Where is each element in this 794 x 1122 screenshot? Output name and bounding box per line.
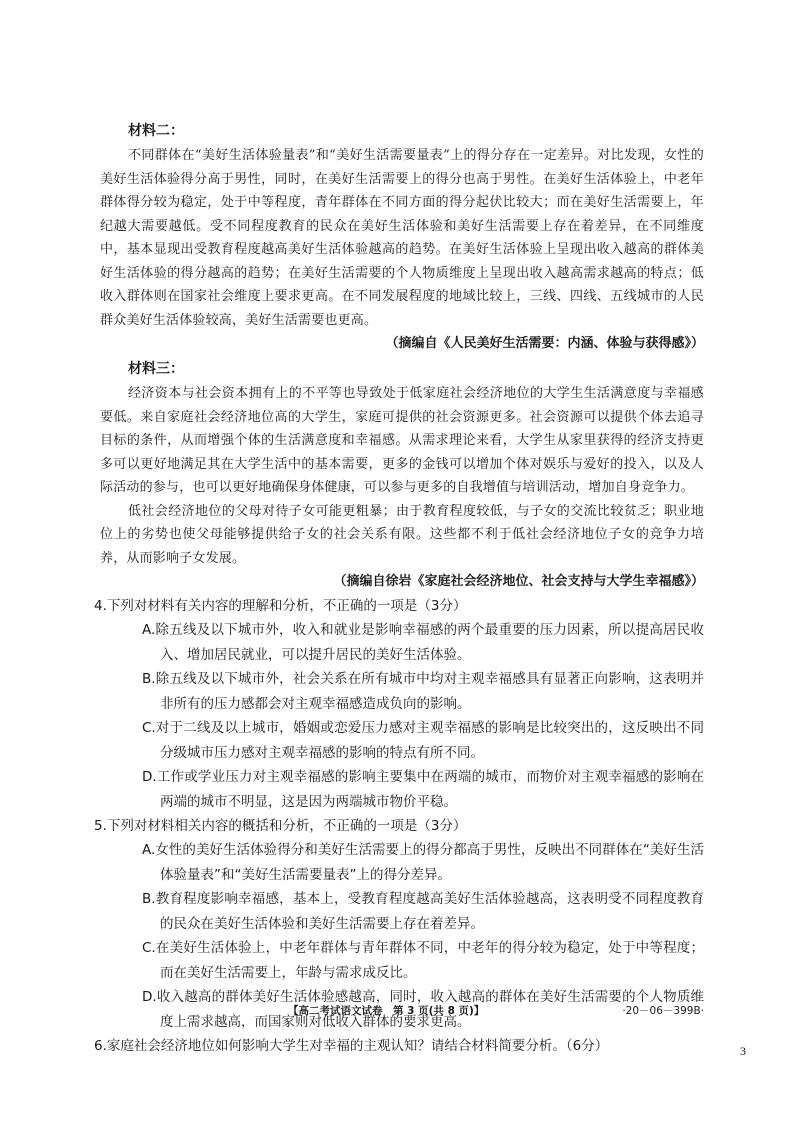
material-3-source: （摘编自徐岩《家庭社会经济地位、社会支持与大学生幸福感》） <box>333 574 704 589</box>
material-2-paragraph: 不同群体在“美好生活体验量表”和“美好生活需要量表”上的得分存在一定差异。对比发现，女性的美好生活体验得分高于男性，同时，在美好生活需要上的得分也高于男性。在美好生活体验上，中老年群体得分较为稳定，处于中等程度，青年群体在不同方面的得分起伏比较大；而在美好生活需要上，年纪越大需要越低。受不同程度教育的民众在美好生活体验和美好生活需要上存在着差异，在不同维度中，基本显现出受教育程度越高美好生活体验越高的趋势。在美好生活体验上呈现出收入越高的群体美好生活体验的得分越高的趋势；在美好生活需要的个人物质维度上呈现出收入越高需求越高的特点；低收入群体则在国家社会维度上要求更高。在不同发展程度的地域比较上，三线、四线、五线城市的人民群众美好生活体验较高，美好生活需要也更高。 <box>100 148 704 328</box>
question-6-stem: 6.家庭社会经济地位如何影响大学生对幸福的主观认知？请结合材料简要分析。（6分） <box>94 1038 609 1054</box>
question-5-option-c: C.在美好生活体验上，中老年群体与青年群体不同，中老年的得分较为稳定，处于中等程度；而在美好生活需要上，年龄与需求成反比。 <box>142 940 704 981</box>
exam-page-content <box>94 118 704 1058</box>
question-5-stem: 5.下列对材料相关内容的概括和分析，不正确的一项是（3分） <box>94 818 467 834</box>
question-5-option-a: A.女性的美好生活体验得分和美好生活需要上的得分都高于男性，反映出不同群体在“美好生活体验量表”和“美好生活需要量表”上的得分差异。 <box>142 842 704 883</box>
material-2-title: 材料二： <box>128 123 184 139</box>
question-5-option-b: B.教育程度影响幸福感，基本上，受教育程度越高美好生活体验越高，这表明受不同程度教育的民众在美好生活体验和美好生活需要上存在着差异。 <box>142 891 704 932</box>
question-5-option-d: D.收入越高的群体美好生活体验感越高，同时，收入越高的群体在美好生活需要的个人物质维度上需求越高，而国家则对低收入群体的要求更高。 <box>142 989 704 1030</box>
question-4-option-a: A.除五线及以下城市外，收入和就业是影响幸福感的两个最重要的压力因素，所以提高居民收入、增加居民就业，可以提升居民的美好生活体验。 <box>142 622 704 663</box>
footer-exam-title: 【高二考试语文试卷 第 3 页(共 8 页)】 <box>288 1005 485 1017</box>
question-4-stem: 4.下列对材料有关内容的理解和分析，不正确的一项是（3分） <box>94 598 467 614</box>
question-4-option-c: C.对于二线及以上城市，婚姻或恋爱压力感对主观幸福感的影响是比较突出的，这反映出不同分级城市压力感对主观幸福感的影响的特点有所不同。 <box>142 720 704 761</box>
material-2-source: （摘编自《人民美好生活需要：内涵、体验与获得感》） <box>385 336 704 351</box>
material-3-paragraph-1: 经济资本与社会资本拥有上的不平等也导致处于低家庭社会经济地位的大学生生活满意度与幸福感要低。来自家庭社会经济地位高的大学生，家庭可提供的社会资源更多。社会资源可以提供个体去追寻目标的条件，从而增强个体的生活满意度和幸福感。从需求理论来看，大学生从家里获得的经济支持更多可以更好地满足其在大学生活中的基本需要，更多的金钱可以增加个体对娱乐与爱好的投入，以及人际活动的参与，也可以更好地确保身体健康，可以参与更多的自我增值与培训活动，增加自身竞争力。 <box>100 386 704 495</box>
material-3-title: 材料三： <box>128 361 184 377</box>
material-3-paragraph-2: 低社会经济地位的父母对待子女可能更粗暴；由于教育程度较低，与子女的交流比较贫乏；职业地位上的劣势也使父母能够提供给子女的社会关系有限。这些都不利于低社会经济地位子女的竞争力培养，从而影响子女发展。 <box>100 503 704 566</box>
question-4-option-d: D.工作或学业压力对主观幸福感的影响主要集中在两端的城市，而物价对主观幸福感的影响在两端的城市不明显，这是因为两端城市物价平稳。 <box>142 769 704 810</box>
page-number: 3 <box>740 1044 746 1058</box>
question-4-option-b: B.除五线及以下城市外，社会关系在所有城市中均对主观幸福感具有显著正向影响，这表明并非所有的压力感都会对主观幸福感造成负向的影响。 <box>142 671 704 712</box>
footer-exam-code: ·20－06－399B· <box>622 1005 704 1017</box>
